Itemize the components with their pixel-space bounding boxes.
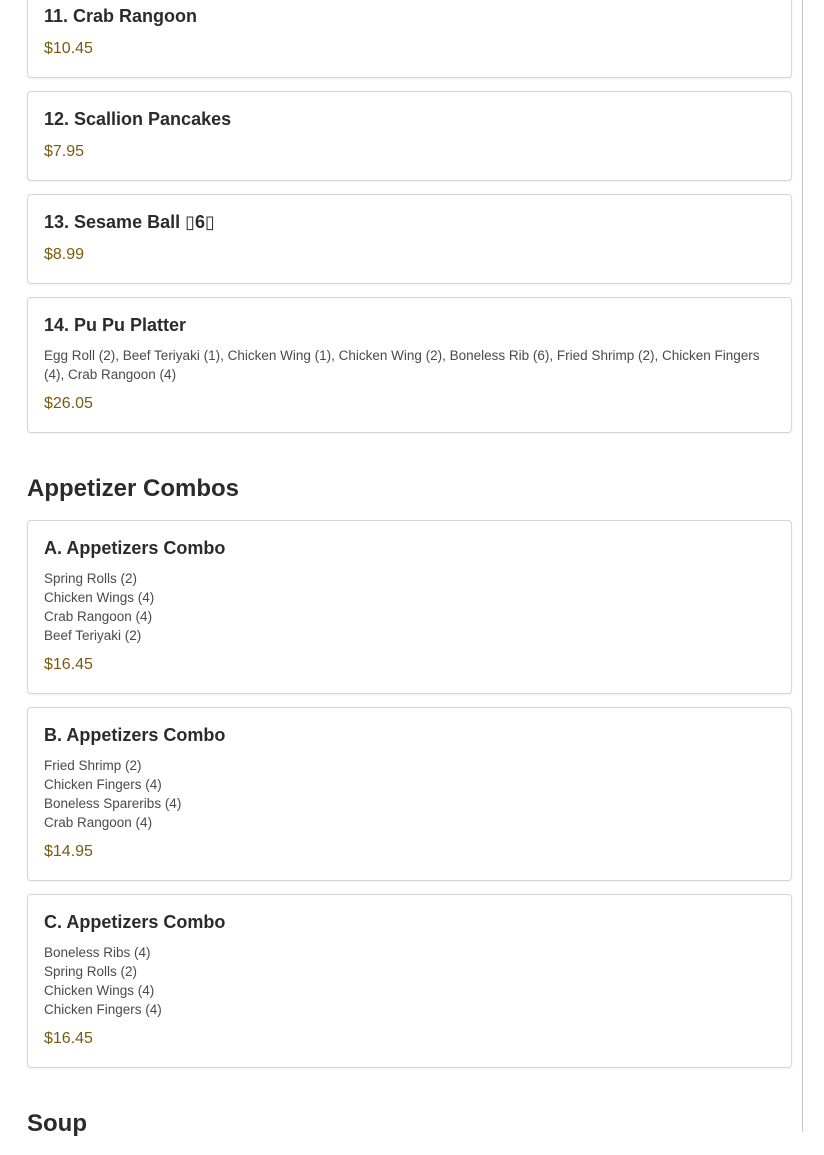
menu-item-appetizers-combo-c[interactable]: [27, 894, 792, 1068]
menu-item-appetizers-combo-a[interactable]: [27, 520, 792, 694]
description-line: Crab Rangoon (4): [44, 609, 153, 624]
description-line: Chicken Fingers (4): [44, 1002, 162, 1017]
description-line: Spring Rolls (2): [44, 571, 138, 586]
item-name: A. Appetizers Combo: [44, 538, 226, 558]
menu-item-crab-rangoon[interactable]: [27, 0, 792, 78]
item-name: 14. Pu Pu Platter: [44, 315, 187, 335]
item-price: $16.45: [44, 1030, 93, 1047]
item-description: [44, 569, 775, 645]
item-description: [44, 943, 775, 1019]
item-price: $16.45: [44, 656, 93, 673]
item-description: Egg Roll (2), Beef Teriyaki (1), Chicken Wing (1), Chicken Wing (2), Boneless Rib (6), Fried Shrimp (2), Chicken Fingers (4), Crab Rangoon (4): [44, 348, 760, 382]
section-heading-appetizer-combos: Appetizer Combos: [27, 475, 240, 502]
description-line: Crab Rangoon (4): [44, 815, 153, 830]
item-name: 11. Crab Rangoon: [44, 6, 198, 26]
item-price: $8.99: [44, 246, 85, 263]
menu-item-sesame-ball[interactable]: [27, 194, 792, 284]
item-name: B. Appetizers Combo: [44, 725, 226, 745]
item-name: C. Appetizers Combo: [44, 912, 226, 932]
item-price: $26.05: [44, 395, 93, 412]
menu-item-pu-pu-platter[interactable]: [27, 297, 792, 433]
item-price: $7.95: [44, 143, 85, 160]
scroll-area-edge: [802, 0, 803, 1132]
description-line: Chicken Wings (4): [44, 590, 155, 605]
section-heading-soup: Soup: [27, 1110, 87, 1137]
description-line: Spring Rolls (2): [44, 964, 138, 979]
menu-item-scallion-pancakes[interactable]: [27, 91, 792, 181]
description-line: Chicken Wings (4): [44, 983, 155, 998]
description-line: Chicken Fingers (4): [44, 777, 162, 792]
description-line: Boneless Spareribs (4): [44, 796, 182, 811]
description-line: Fried Shrimp (2): [44, 758, 142, 773]
item-name: 12. Scallion Pancakes: [44, 109, 232, 129]
item-price: $14.95: [44, 843, 93, 860]
description-line: Boneless Ribs (4): [44, 945, 151, 960]
item-price: $10.45: [44, 40, 93, 57]
item-description: [44, 756, 775, 832]
item-name: 13. Sesame Ball ▯6▯: [44, 212, 215, 232]
menu-list: [27, 0, 792, 1155]
description-line: Beef Teriyaki (2): [44, 628, 142, 643]
menu-item-appetizers-combo-b[interactable]: [27, 707, 792, 881]
